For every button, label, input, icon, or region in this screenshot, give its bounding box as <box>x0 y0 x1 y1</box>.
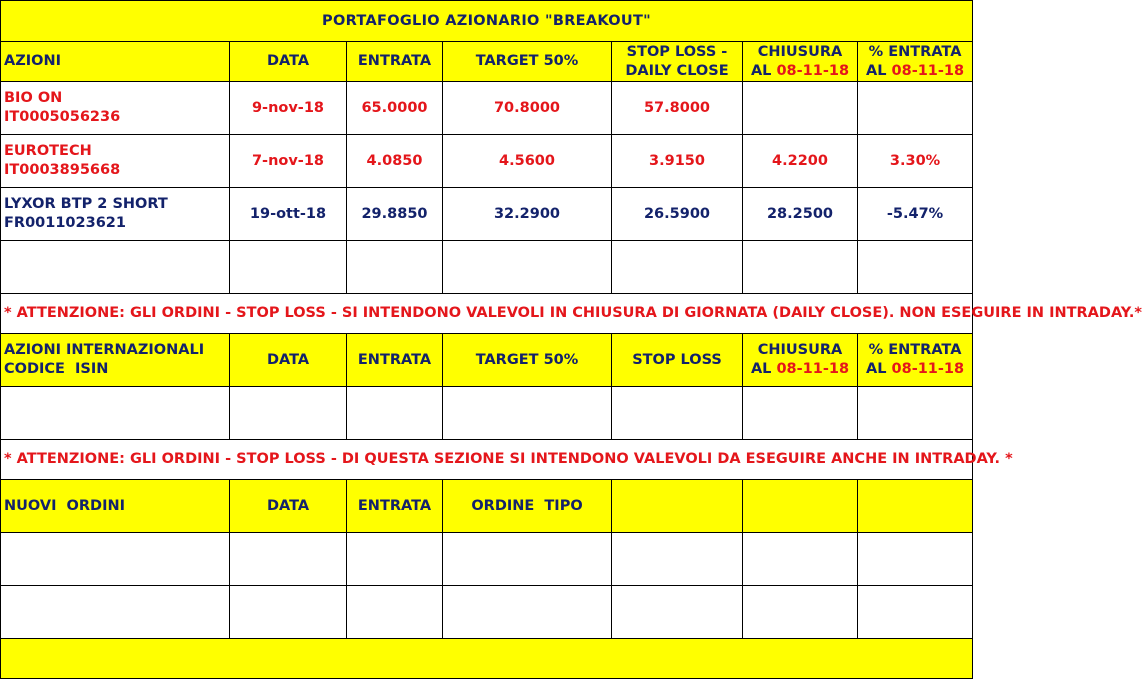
empty-row <box>1 533 973 586</box>
footer-bar <box>1 639 973 679</box>
empty-cell <box>858 586 973 639</box>
header-target: TARGET 50% <box>443 334 612 387</box>
header-chiusura-prefix: AL <box>750 62 777 79</box>
target-cell: 32.2900 <box>443 188 612 241</box>
empty-cell <box>347 586 443 639</box>
stock-isin: FR0011023621 <box>4 215 126 231</box>
stop-cell: 26.5900 <box>612 188 743 241</box>
header-perc-line1: % ENTRATA <box>868 342 962 358</box>
empty-cell <box>858 533 973 586</box>
header-stop-loss-line1: STOP LOSS - <box>626 43 728 60</box>
entrata-cell: 4.0850 <box>347 135 443 188</box>
header-stop-loss <box>612 42 743 82</box>
header-entrata: ENTRATA <box>347 480 443 533</box>
empty-cell <box>443 533 612 586</box>
chiusura-cell: 28.2500 <box>743 188 858 241</box>
stop-cell: 57.8000 <box>612 82 743 135</box>
empty-cell <box>612 387 743 440</box>
header-perc-date: 08-11-18 <box>891 361 965 377</box>
header-perc-prefix: AL <box>866 62 892 79</box>
entrata-cell: 65.0000 <box>347 82 443 135</box>
header-entrata: ENTRATA <box>347 42 443 82</box>
header-azioni-int-line2: CODICE ISIN <box>4 361 109 377</box>
empty-cell <box>443 241 612 294</box>
empty-cell <box>858 241 973 294</box>
empty-cell <box>230 586 347 639</box>
data-cell: 7-nov-18 <box>230 135 347 188</box>
entrata-cell: 29.8850 <box>347 188 443 241</box>
header-empty <box>743 480 858 533</box>
chiusura-cell <box>743 82 858 135</box>
perc-cell: -5.47% <box>858 188 973 241</box>
empty-cell <box>230 241 347 294</box>
stock-name-cell <box>1 82 230 135</box>
page-title: PORTAFOGLIO AZIONARIO "BREAKOUT" <box>1 1 973 42</box>
section2-header-row <box>1 334 973 387</box>
header-empty <box>858 480 973 533</box>
header-target: TARGET 50% <box>443 42 612 82</box>
empty-cell <box>1 387 230 440</box>
header-chiusura-prefix: AL <box>750 361 777 377</box>
header-stop-loss-line2: DAILY CLOSE <box>625 62 729 79</box>
table-row <box>1 135 973 188</box>
empty-row <box>1 586 973 639</box>
empty-cell <box>1 533 230 586</box>
stock-name-cell <box>1 188 230 241</box>
empty-row <box>1 387 973 440</box>
header-nuovi-ordini: NUOVI ORDINI <box>1 480 230 533</box>
empty-cell <box>858 387 973 440</box>
header-empty <box>612 480 743 533</box>
header-chiusura-line1: CHIUSURA <box>757 342 843 358</box>
stock-name: LYXOR BTP 2 SHORT <box>4 196 168 212</box>
section3-header-row <box>1 480 973 533</box>
section1-header-row <box>1 42 973 82</box>
header-azioni-internazionali <box>1 334 230 387</box>
header-chiusura <box>743 334 858 387</box>
empty-cell <box>230 533 347 586</box>
header-data: DATA <box>230 334 347 387</box>
empty-row <box>1 241 973 294</box>
stock-isin: IT0005056236 <box>4 109 121 125</box>
header-chiusura <box>743 42 858 82</box>
perc-cell <box>858 82 973 135</box>
data-cell: 9-nov-18 <box>230 82 347 135</box>
header-azioni-int-line1: AZIONI INTERNAZIONALI <box>4 342 205 358</box>
empty-cell <box>1 586 230 639</box>
header-chiusura-line1: CHIUSURA <box>757 43 843 60</box>
empty-cell <box>612 586 743 639</box>
header-entrata: ENTRATA <box>347 334 443 387</box>
header-data: DATA <box>230 42 347 82</box>
empty-cell <box>347 241 443 294</box>
empty-cell <box>347 533 443 586</box>
header-chiusura-date: 08-11-18 <box>776 62 850 79</box>
header-azioni: AZIONI <box>1 42 230 82</box>
perc-cell: 3.30% <box>858 135 973 188</box>
header-ordine-tipo: ORDINE TIPO <box>443 480 612 533</box>
header-perc-date: 08-11-18 <box>891 62 965 79</box>
empty-cell <box>612 241 743 294</box>
stock-isin: IT0003895668 <box>4 162 121 178</box>
empty-cell <box>443 387 612 440</box>
data-cell: 19-ott-18 <box>230 188 347 241</box>
stock-name: BIO ON <box>4 90 63 106</box>
table-row <box>1 82 973 135</box>
header-perc-line1: % ENTRATA <box>868 43 962 60</box>
chiusura-cell: 4.2200 <box>743 135 858 188</box>
note-daily-close: * ATTENZIONE: GLI ORDINI - STOP LOSS - SI INTENDONO VALEVOLI IN CHIUSURA DI GIORNATA (DAILY CLOSE). NON ESEGUIRE IN INTRADAY.* <box>1 294 973 334</box>
empty-cell <box>443 586 612 639</box>
header-perc-entrata <box>858 42 973 82</box>
empty-cell <box>347 387 443 440</box>
empty-cell <box>1 241 230 294</box>
note-intraday: * ATTENZIONE: GLI ORDINI - STOP LOSS - DI QUESTA SEZIONE SI INTENDONO VALEVOLI DA ESEGUIRE ANCHE IN INTRADAY. * <box>1 440 973 480</box>
header-perc-prefix: AL <box>866 361 892 377</box>
target-cell: 4.5600 <box>443 135 612 188</box>
header-data: DATA <box>230 480 347 533</box>
empty-cell <box>743 387 858 440</box>
stock-name-cell <box>1 135 230 188</box>
target-cell: 70.8000 <box>443 82 612 135</box>
empty-cell <box>743 586 858 639</box>
empty-cell <box>230 387 347 440</box>
header-perc-entrata <box>858 334 973 387</box>
empty-cell <box>612 533 743 586</box>
empty-cell <box>743 533 858 586</box>
table-row <box>1 188 973 241</box>
header-stop-loss: STOP LOSS <box>612 334 743 387</box>
stock-name: EUROTECH <box>4 143 92 159</box>
header-chiusura-date: 08-11-18 <box>776 361 850 377</box>
empty-cell <box>743 241 858 294</box>
stop-cell: 3.9150 <box>612 135 743 188</box>
